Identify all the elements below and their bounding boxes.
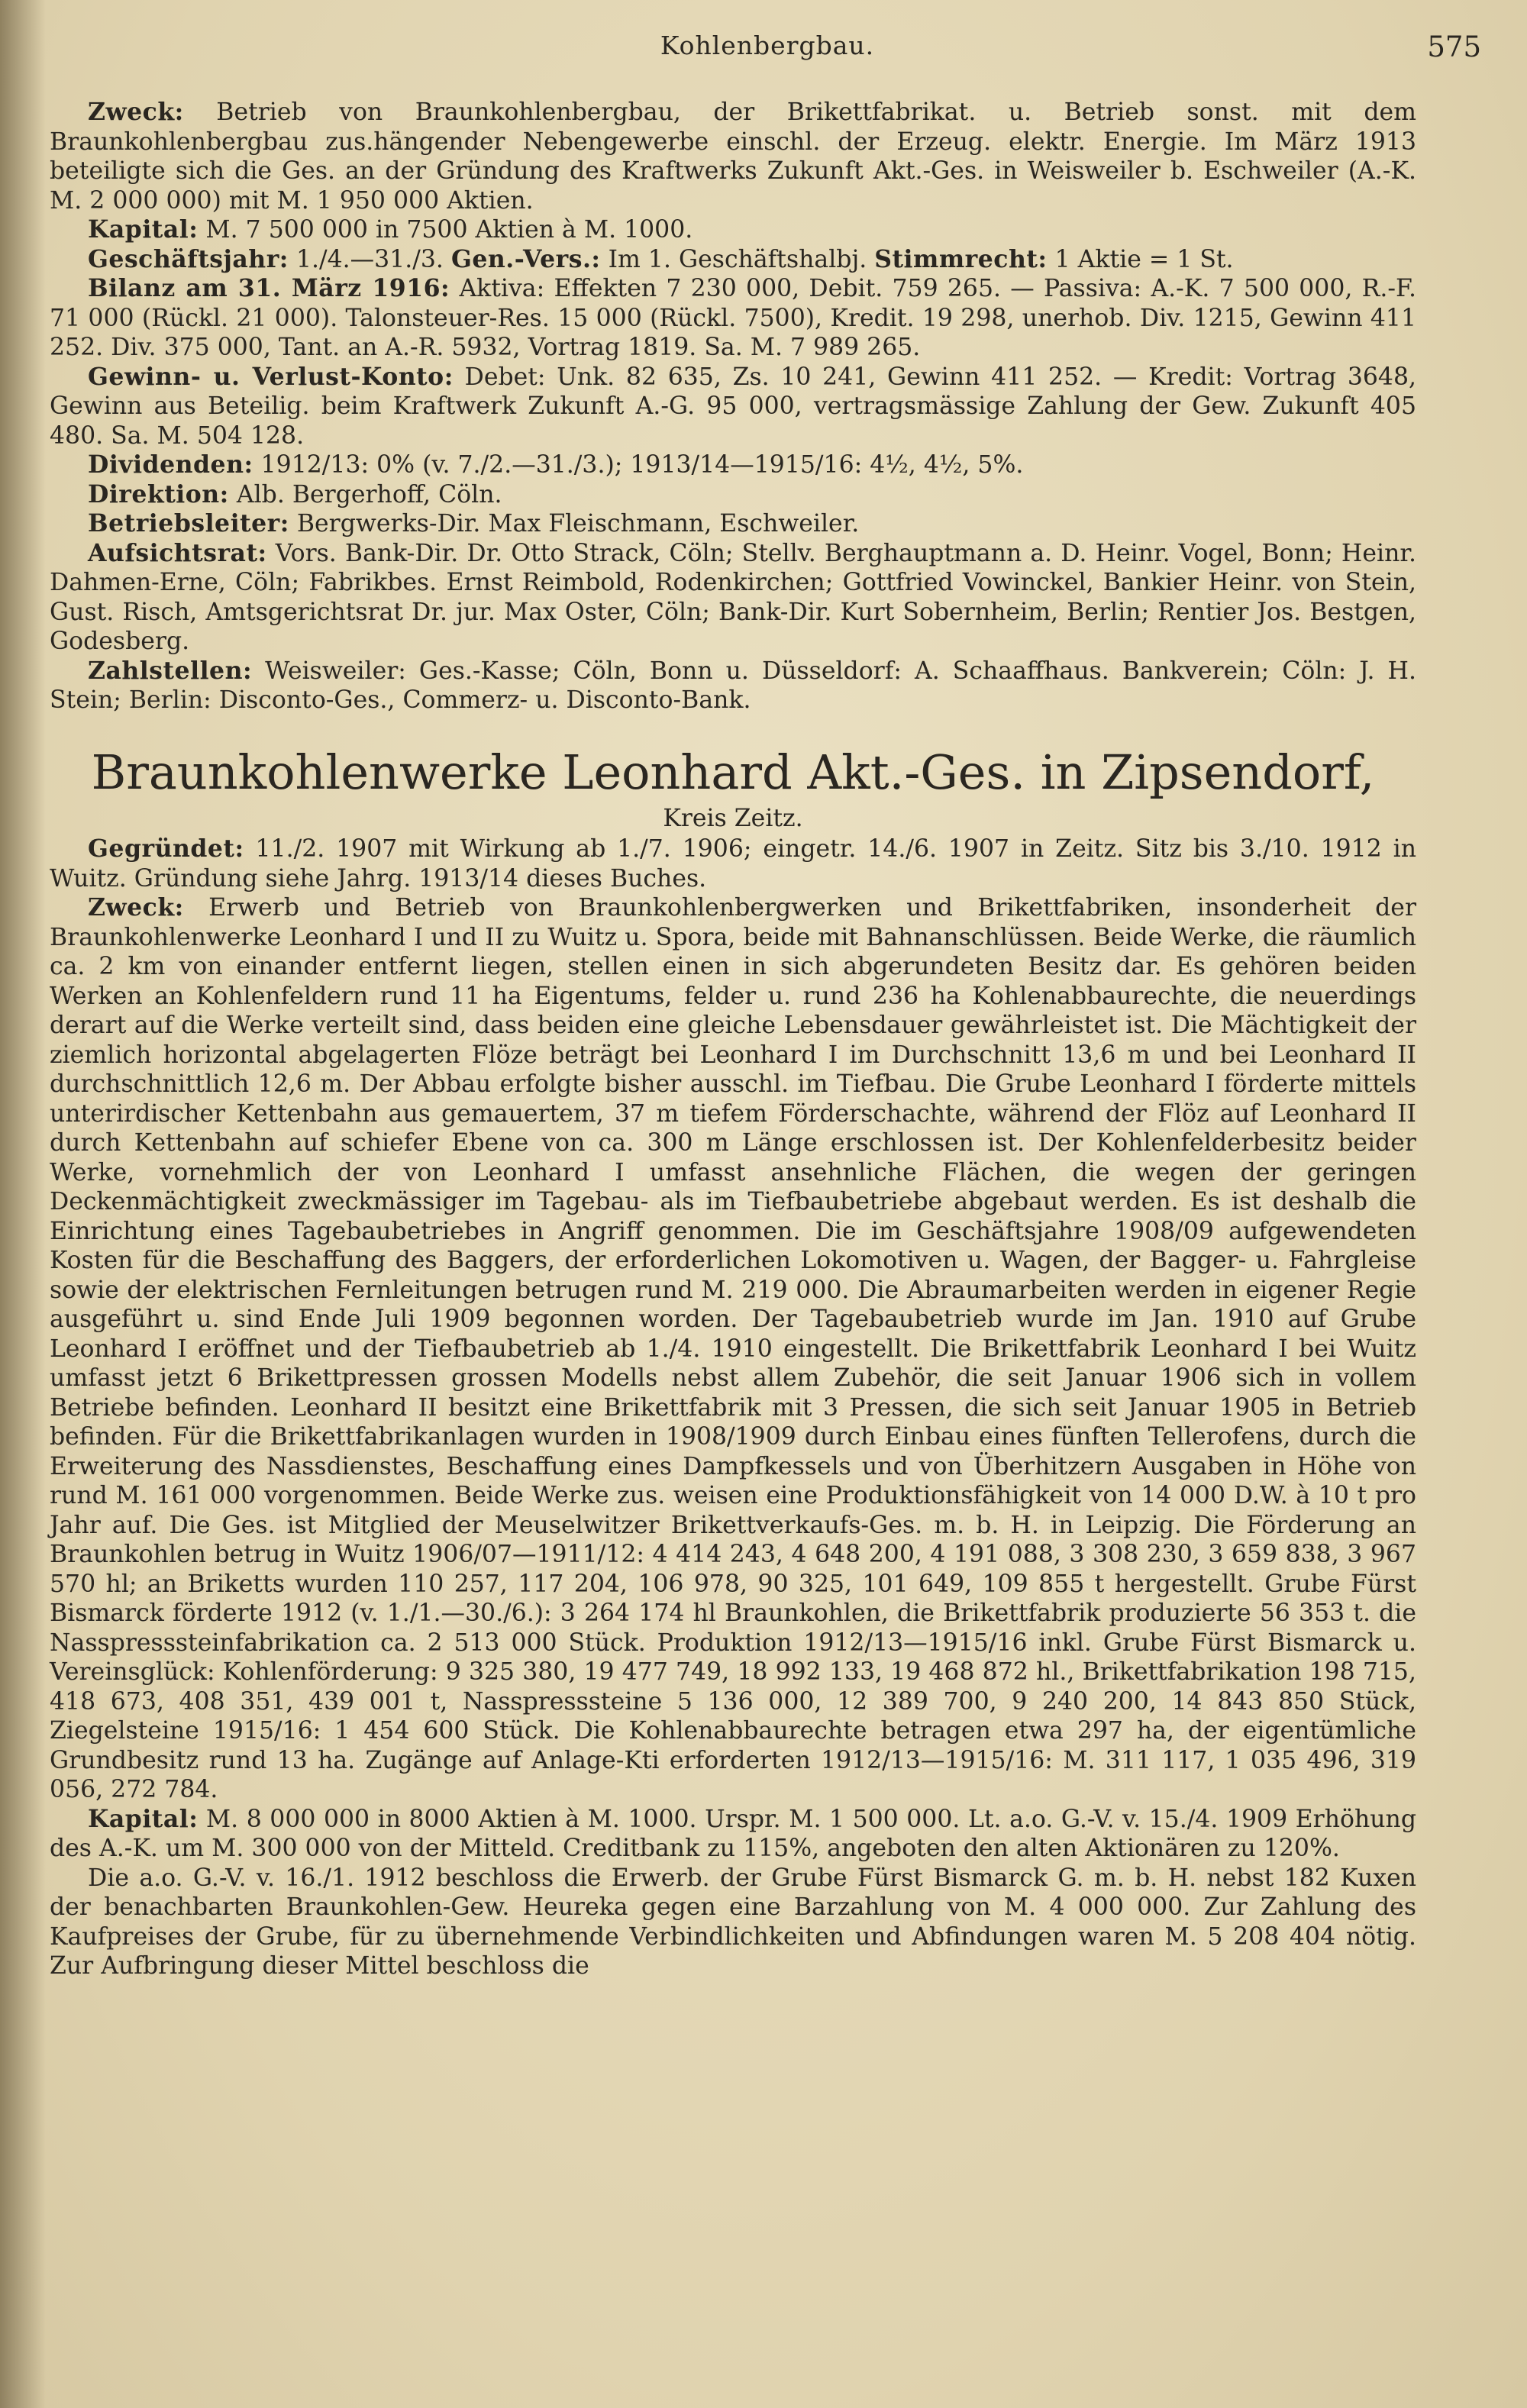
entry2-zweck: Zweck: Erwerb und Betrieb von Braunkohlenbergwerken und Brikettfabriken, insonderheit der Braunkohlenwerke Leonhard I und II zu Wuitz u. Spora, beide mit Bahnanschlüssen. Beide Werke, die räumlich ca. 2 km von einander entfernt liegen, stellen einen in sich abgerundeten Besitz dar. Es gehören beiden Werken an Kohlenfeldern rund 11 ha Eigentums, felder u. rund 236 ha Kohlenabbaurechte, die neuerdings derart auf die Werke verteilt sind, dass beiden eine gleiche Lebensdauer gewährleistet ist. Die Mächtigkeit der ziemlich horizontal abgelagerten Flöze beträgt bei Leonhard I im Durchschnitt 13,6 m und bei Leonhard II durchschnittlich 12,6 m. Der Abbau erfolgte bisher ausschl. im Tiefbau. Die Grube Leonhard I förderte mittels unterirdischer Kettenbahn aus gemauertem, 37 m tiefem Förderschachte, während der Flöz auf Leonhard II durch Kettenbahn auf schiefer Ebene von ca. 300 m Länge erschlossen ist. Der Kohlenfelderbesitz beider Werke, vornehmlich der von Leonhard I umfasst ansehnliche Flächen, die wegen der geringen Deckenmächtigkeit zweckmässiger im Tagebau- als im Tiefbaubetriebe abgebaut werden. Es ist deshalb die Einrichtung eines Tagebaubetriebes in Angriff genommen. Die im Geschäftsjahre 1908/09 aufgewendeten Kosten für die Beschaffung des Baggers, der erforderlichen Lokomotiven u. Wagen, der Bagger- u. Fahrgleise sowie der elektrischen Fernleitungen betrugen rund M. 219 000. Die Abraumarbeiten werden in eigener Regie ausgeführt u. sind Ende Juli 1909 begonnen worden. Der Tagebaubetrieb wurde im Jan. 1910 auf Grube Leonhard I eröffnet und der Tiefbaubetrieb ab 1./4. 1910 eingestellt. Die Brikettfabrik Leonhard I bei Wuitz umfasst jetzt 6 Brikettpressen grossen Modells nebst allem Zubehör, die seit Januar 1906 sich in vollem Betriebe befinden. Leonhard II besitzt eine Brikettfabrik mit 3 Pressen, die sich seit Januar 1905 in Betrieb befinden. Für die Brikettfabrikanlagen wurden in 1908/1909 durch Einbau eines fünften Tellerofens, durch die Erweiterung des Nassdienstes, Beschaffung eines Dampfkessels und von Überhitzern Ausgaben in Höhe von rund M. 161 000 vorgenommen. Beide Werke zus. weisen eine Produktionsfähigkeit von 14 000 D.W. à 10 t pro Jahr auf. Die Ges. ist Mitglied der Meuselwitzer Brikettverkaufs-Ges. m. b. H. in Leipzig. Die Förderung an Braunkohlen betrug in Wuitz 1906/07—1911/12: 4 414 243, 4 648 200, 4 191 088, 3 308 230, 3 659 838, 3 967 570 hl; an Briketts wurden 110 257, 117 204, 106 978, 90 325, 101 649, 109 855 t hergestellt. Grube Fürst Bismarck förderte 1912 (v. 1./1.—30./6.): 3 264 174 hl Braunkohlen, die Brikettfabrik produzierte 56 353 t. die Nasspresssteinfabrikation ca. 2 513 000 Stück. Produktion 1912/13—1915/16 inkl. Grube Fürst Bismarck u. Vereinsglück: Kohlenförderung: 9 325 380, 19 477 749, 18 992 133, 19 468 872 hl., Brikettfabrikation 198 715, 418 673, 408 351, 439 001 t, Nasspresssteine 5 136 000, 12 389 700, 9 240 200, 14 843 850 Stück, Ziegelsteine 1915/16: 1 454 600 Stück. Die Kohlenabbaurechte betragen etwa 297 ha, der eigentümliche Grundbesitz rund 13 ha. Zugänge auf Anlage-Kti erforderten 1912/13—1915/16: M. 311 117, 1 035 496, 319 056, 272 784. <box>50 893 1417 1803</box>
entry1-dividenden: Dividenden: 1912/13: 0% (v. 7./2.—31./3.); 1913/14—1915/16: 4½, 4½, 5%. <box>88 450 1024 479</box>
entry1-direktion: Direktion: Alb. Bergerhoff, Cöln. <box>88 479 502 508</box>
page-body <box>50 98 1416 1981</box>
company-subtitle: Kreis Zeitz. <box>663 804 803 832</box>
page-number: 575 <box>1427 31 1481 63</box>
entry1-kapital: Kapital: M. 7 500 000 in 7500 Aktien à M. 1000. <box>88 215 693 244</box>
entry1-betriebsleiter: Betriebsleiter: Bergwerks-Dir. Max Fleischmann, Eschweiler. <box>88 509 860 537</box>
entry2-last-paragraph: Die a.o. G.-V. v. 16./1. 1912 beschloss die Erwerb. der Grube Fürst Bismarck G. m. b. H. nebst 182 Kuxen der benachbarten Braunkohlen-Gew. Heureka gegen eine Barzahlung von M. 4 000 000. Zur Zahlung des Kaufpreises der Grube, für zu übernehmende Verbindlichkeiten und Abfindungen waren M. 5 208 404 nötig. Zur Aufbringung dieser Mittel beschloss die <box>50 1864 1416 1980</box>
company-title: Braunkohlenwerke Leonhard Akt.-Ges. in Zipsendorf, <box>91 744 1375 800</box>
entry1-bilanz: Bilanz am 31. März 1916: Aktiva: Effekten 7 230 000, Debit. 759 265. — Passiva: A.-K. 7 500 000, R.-F. 71 000 (Rückl. 21 000). Talonsteuer-Res. 15 000 (Rückl. 7500), Kredit. 19 298, unerhob. Div. 1215, Gewinn 411 252. Div. 375 000, Tant. an A.-R. 5932, Vortrag 1819. Sa. M. 7 989 265. <box>50 274 1416 361</box>
entry1-aufsichtsrat: Aufsichtsrat: Vors. Bank-Dir. Dr. Otto Strack, Cöln; Stellv. Berghauptmann a. D. Heinr. Vogel, Bonn; Heinr. Dahmen-Erne, Cöln; Fabrikbes. Ernst Reimbold, Rodenkirchen; Gottfried Vowinckel, Bankier Heinr. von Stein, Gust. Risch, Amtsgerichtsrat Dr. jur. Max Oster, Cöln; Bank-Dir. Kurt Sobernheim, Berlin; Rentier Jos. Bestgen, Godesberg. <box>50 538 1416 655</box>
entry1-zahlstellen: Zahlstellen: Weisweiler: Ges.-Kasse; Cöln, Bonn u. Düsseldorf: A. Schaaffhaus. Bankverein; Cöln: J. H. Stein; Berlin: Disconto-Ges., Commerz- u. Disconto-Bank. <box>50 656 1417 714</box>
entry1-zweck: Zweck: Betrieb von Braunkohlenbergbau, der Brikettfabrikat. u. Betrieb sonst. mit dem Braunkohlenbergbau zus.hängender Nebengewerbe einschl. der Erzeug. elektr. Energie. Im März 1913 beteiligte sich die Ges. an der Gründung des Kraftwerks Zukunft Akt.-Ges. in Weisweiler b. Eschweiler (A.-K. M. 2 000 000) mit M. 1 950 000 Aktien. <box>50 98 1416 215</box>
entry2-gegruendet: Gegründet: 11./2. 1907 mit Wirkung ab 1./7. 1906; eingetr. 14./6. 1907 in Zeitz. Sitz bis 3./10. 1912 in Wuitz. Gründung siehe Jahrg. 1913/14 dieses Buches. <box>50 834 1416 893</box>
entry2-kapital: Kapital: M. 8 000 000 in 8000 Aktien à M. 1000. Urspr. M. 1 500 000. Lt. a.o. G.-V. v. 15./4. 1909 Erhöhung des A.-K. um M. 300 000 von der Mitteld. Creditbank zu 115%, angeboten den alten Aktionären zu 120%. <box>50 1804 1416 1862</box>
entry1-geschaeftsjahr: Geschäftsjahr: 1./4.—31./3. Gen.-Vers.: Im 1. Geschäftshalbj. Stimmrecht: 1 Aktie = 1 St. <box>88 244 1234 273</box>
page-header <box>53 31 1481 76</box>
entry1-gewinn-verlust: Gewinn- u. Verlust-Konto: Debet: Unk. 82 635, Zs. 10 241, Gewinn 411 252. — Kredit: Vortrag 3648, Gewinn aus Beteilig. beim Kraftwerk Zukunft A.-G. 95 000, vertragsmässige Zahlung der Gew. Zukunft 405 480. Sa. M. 504 128. <box>50 362 1417 450</box>
running-title: Kohlenbergbau. <box>660 31 875 60</box>
